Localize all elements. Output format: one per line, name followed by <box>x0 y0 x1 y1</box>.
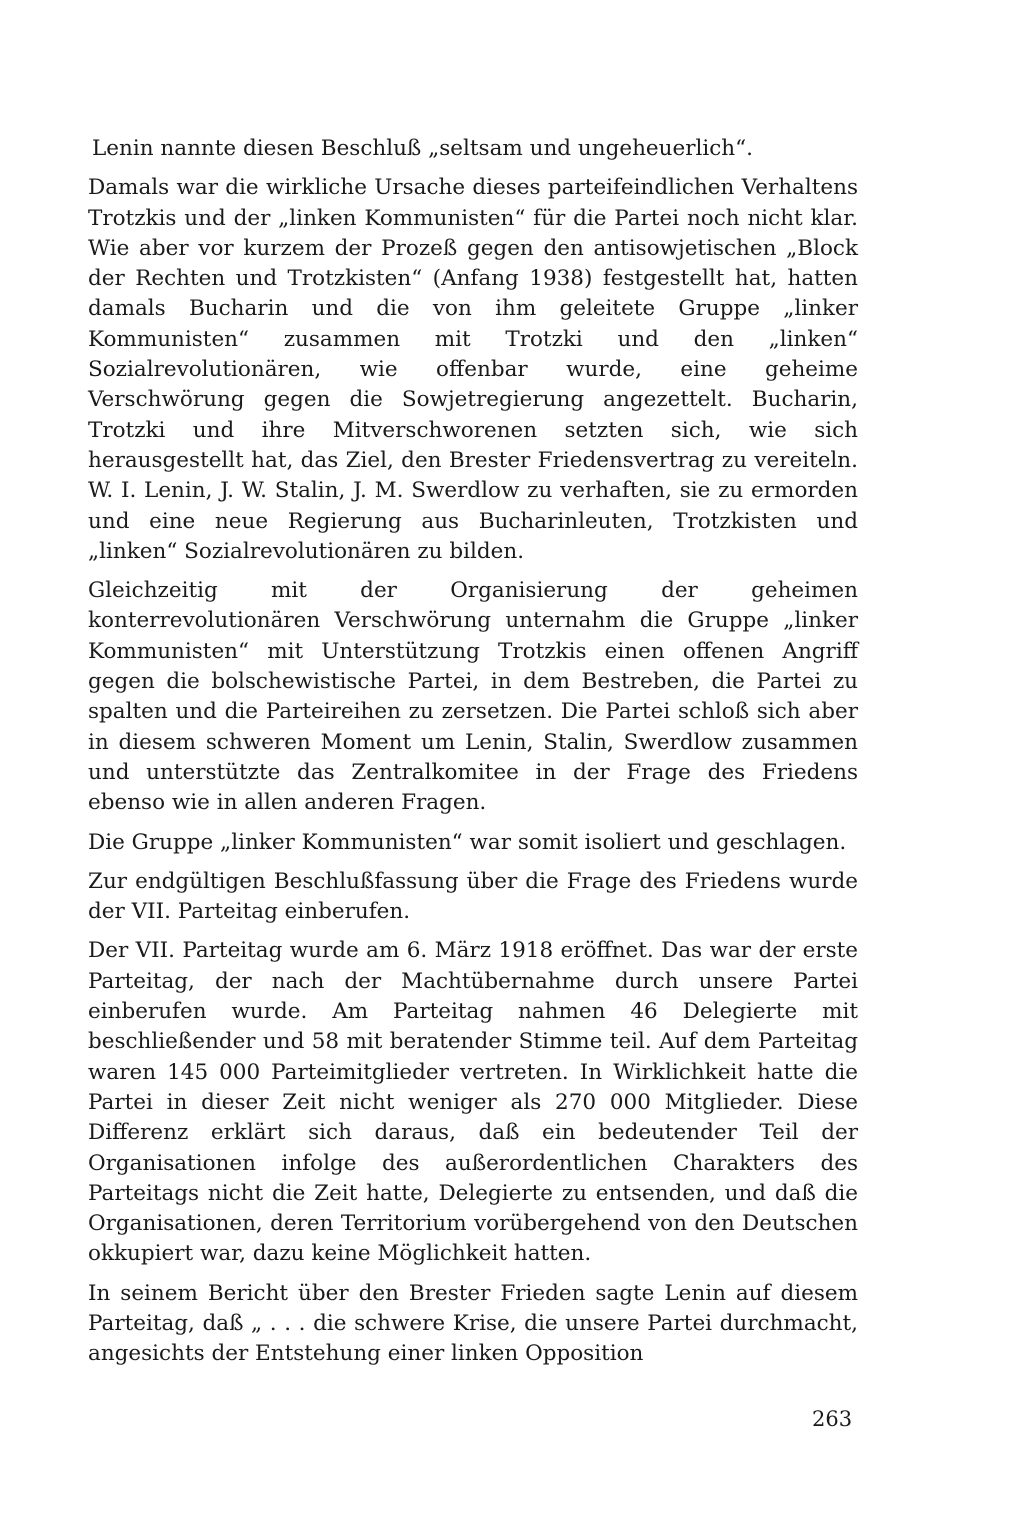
paragraph-6: Der VII. Parteitag wurde am 6. März 1918 eröffnet. Das war der erste Parteitag, der nach der Machtübernahme durch unsere Partei einberufen wurde. Am Parteitag nahmen 46 Delegierte mit beschließender und 58 mit beratender Stimme teil. Auf dem Parteitag waren 145 000 Parteimitglieder vertreten. In Wirklichkeit hatte die Partei in dieser Zeit nicht weniger als 270 000 Mitglieder. Diese Differenz erklärt sich daraus, daß ein bedeutender Teil der Organisationen infolge des außerordentlichen Charakters des Parteitags nicht die Zeit hatte, Delegierte zu entsenden, und daß die Organisationen, deren Territorium vorübergehend von den Deutschen okkupiert war, dazu keine Möglichkeit hatten. <box>88 938 858 1267</box>
paragraph-7: In seinem Bericht über den Brester Frieden sagte Lenin auf diesem Parteitag, daß „ . . . die schwere Krise, die unsere Partei durchmacht, angesichts der Entstehung einer linken Opposition <box>88 1280 858 1367</box>
body-text <box>88 134 858 1379</box>
paragraph-2: Damals war die wirkliche Ursache dieses parteifeindlichen Verhaltens Trotzkis und der „linken Kommunisten“ für die Partei noch nicht klar. Wie aber vor kurzem der Prozeß gegen den antisowjetischen „Block der Rechten und Trotzkisten“ (Anfang 1938) festgestellt hat, hatten damals Bucharin und die von ihm geleitete Gruppe „linker Kommunisten“ zusammen mit Trotzki und den „linken“ Sozialrevolutionären, wie offenbar wurde, eine geheime Verschwörung gegen die Sowjetregierung angezettelt. Bucharin, Trotzki und ihre Mitverschworenen setzten sich, wie sich herausgestellt hat, das Ziel, den Brester Friedensvertrag zu vereiteln. W. I. Lenin, J. W. Stalin, J. M. Swerdlow zu verhaften, sie zu ermorden und eine neue Regierung aus Bucharinleuten, Trotzkisten und „linken“ Sozialrevolutionären zu bilden. <box>88 175 858 564</box>
paragraph-1: Lenin nannte diesen Beschluß „seltsam und ungeheuerlich“. <box>92 136 753 161</box>
paragraph-5: Zur endgültigen Beschlußfassung über die Frage des Friedens wurde der VII. Parteitag einberufen. <box>88 868 858 925</box>
paragraph-4: Die Gruppe „linker Kommunisten“ war somit isoliert und geschlagen. <box>88 829 847 855</box>
page-number: 263 <box>812 1407 853 1431</box>
paragraph-3: Gleichzeitig mit der Organisierung der geheimen konterrevolutionären Verschwörung unternahm die Gruppe „linker Kommunisten“ mit Unterstützung Trotzkis einen offenen Angriff gegen die bolschewistische Partei, in dem Bestreben, die Partei zu spalten und die Parteireihen zu zersetzen. Die Partei schloß sich aber in diesem schweren Moment um Lenin, Stalin, Swerdlow zusammen und unterstützte das Zentralkomitee in der Frage des Friedens ebenso wie in allen anderen Fragen. <box>88 578 858 816</box>
